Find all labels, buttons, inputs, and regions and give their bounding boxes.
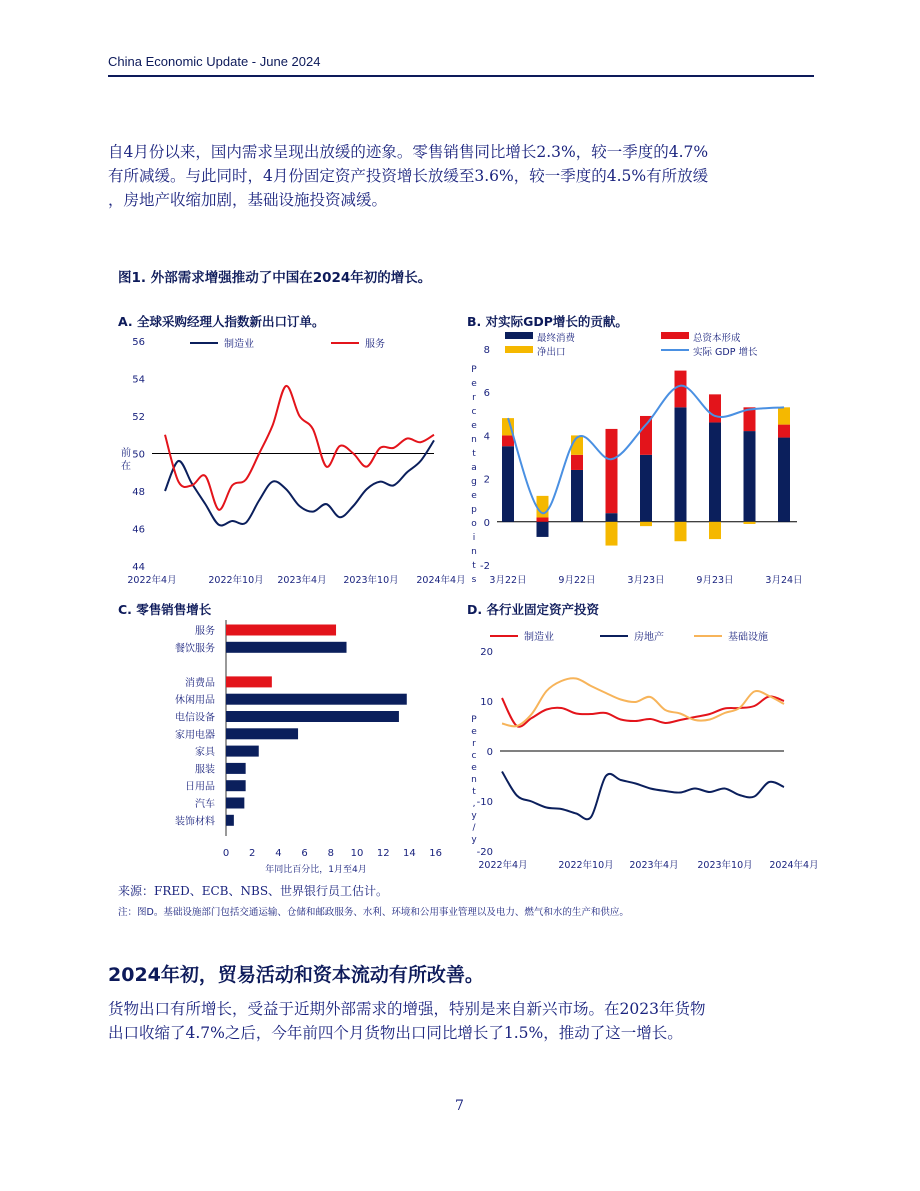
- y-tick-label: -2: [480, 561, 490, 572]
- x-tick-label: 2022年4月: [478, 860, 528, 871]
- bar-final-consumption: [571, 470, 583, 522]
- bar-net-exports: [537, 496, 549, 518]
- legend-label: 实际 GDP 增长: [693, 347, 758, 358]
- section-heading: 2024年初，贸易活动和资本流动有所改善。: [108, 964, 484, 986]
- bar-capital-formation: [571, 455, 583, 470]
- y-tick-label: 0: [486, 747, 493, 758]
- paragraph-line: 有所减缓。与此同时，4月份固定资产投资增长放缓至3.6%，较一季度的4.5%有所放缓: [108, 167, 709, 185]
- bar-net-exports: [778, 407, 790, 424]
- bar-final-consumption: [502, 446, 514, 522]
- legend-label: 基础设施: [728, 632, 768, 643]
- y-tick-label: 6: [483, 388, 490, 400]
- y-axis-title-char: s: [471, 575, 477, 585]
- y-axis-title-char: e: [471, 491, 477, 501]
- bar-final-consumption: [675, 407, 687, 521]
- x-axis-title: 年同比百分比，1月至4月: [265, 865, 367, 875]
- x-tick-label: 3月24日: [765, 575, 803, 586]
- x-tick-label: 9月23日: [696, 575, 734, 586]
- y-axis-title-char: /: [472, 823, 476, 833]
- category-label: 消费品: [185, 677, 215, 689]
- x-tick-label: 6: [301, 848, 308, 859]
- x-tick-label: 2024年4月: [769, 860, 819, 871]
- bar-final-consumption: [537, 522, 549, 537]
- y-tick-label: 48: [132, 487, 145, 498]
- x-tick-label: 14: [403, 848, 416, 859]
- category-label: 服装: [195, 764, 215, 776]
- x-tick-label: 2: [249, 848, 256, 859]
- y-axis-title-char: o: [471, 519, 477, 529]
- y-tick-label: 8: [483, 345, 490, 356]
- y-axis-title-char: t: [472, 449, 476, 459]
- y-axis-title-char: a: [471, 463, 477, 473]
- retail-bar: [226, 763, 246, 774]
- x-tick-label: 0: [222, 848, 230, 859]
- y-axis-title-char: t: [472, 787, 476, 797]
- y-axis-title-char: n: [471, 435, 477, 445]
- y-axis-title-char: ,: [472, 799, 476, 809]
- bar-capital-formation: [640, 416, 652, 455]
- bar-final-consumption: [744, 431, 756, 522]
- retail-bar: [226, 815, 234, 826]
- bar-final-consumption: [778, 438, 790, 522]
- retail-bar: [226, 694, 407, 705]
- legend-label: 总资本形成: [693, 333, 741, 344]
- panel-a-title: A. 全球采购经理人指数新出口订单。: [118, 314, 325, 329]
- y-axis-title-char: n: [471, 547, 477, 557]
- bar-capital-formation: [709, 394, 721, 422]
- category-label: 汽车: [195, 799, 215, 810]
- panel-d-title: D. 各行业固定资产投资: [467, 602, 599, 617]
- y-axis-title-char: y: [471, 811, 477, 821]
- legend-label: 房地产: [634, 632, 664, 643]
- paragraph-line: 货物出口有所增长，受益于近期外部需求的增强，特别是来自新兴市场。在2023年货物: [108, 1000, 706, 1018]
- retail-bar: [226, 780, 246, 791]
- category-label: 日用品: [185, 781, 215, 793]
- y-tick-label: 54: [132, 374, 145, 386]
- x-tick-label: 8: [327, 848, 334, 859]
- legend-label: 最终消费: [537, 333, 576, 344]
- legend-swatch-net-exports: [505, 346, 533, 353]
- y-axis-title-char: c: [471, 407, 477, 417]
- paragraph-line: ，房地产收缩加剧，基础设施投资减缓。: [108, 191, 388, 209]
- bar-capital-formation: [778, 425, 790, 438]
- y-tick-label: 52: [132, 412, 145, 423]
- y-tick-label: 56: [132, 337, 145, 348]
- x-tick-label: 2022年10月: [558, 860, 614, 871]
- bar-capital-formation: [537, 517, 549, 521]
- document-header: China Economic Update - June 2024: [108, 54, 321, 69]
- bar-net-exports: [640, 522, 652, 526]
- y-axis-title-char: e: [471, 421, 477, 431]
- x-tick-label: 9月22日: [558, 575, 596, 586]
- page-number: 7: [455, 1098, 464, 1114]
- x-tick-label: 2023年4月: [629, 860, 679, 871]
- x-tick-label: 2023年10月: [343, 575, 399, 586]
- retail-bar: [226, 676, 272, 687]
- retail-bar: [226, 625, 336, 636]
- y-axis-title-char: P: [471, 365, 477, 375]
- category-label: 家具: [195, 747, 215, 759]
- y-axis-title-char: e: [471, 727, 477, 737]
- y-axis-title-char: P: [471, 715, 477, 725]
- paragraph-line: 自4月份以来，国内需求呈现出放缓的迹象。零售销售同比增长2.3%，较一季度的4.7%: [108, 143, 709, 161]
- y-tick-label: 20: [480, 647, 493, 658]
- y-axis-title-char: c: [471, 751, 477, 761]
- axis-side-label: 前: [121, 448, 131, 459]
- y-axis-title-char: t: [472, 561, 476, 571]
- y-tick-label: -20: [476, 847, 493, 858]
- y-tick-label: -10: [476, 797, 493, 808]
- x-tick-label: 3月22日: [489, 575, 527, 586]
- retail-bar: [226, 728, 298, 739]
- x-tick-label: 2023年10月: [697, 860, 753, 871]
- legend-swatch-capital: [661, 332, 689, 339]
- y-tick-label: 0: [483, 517, 490, 529]
- retail-bar: [226, 642, 347, 653]
- legend-label: 净出口: [537, 347, 566, 358]
- y-axis-title-char: e: [471, 763, 477, 773]
- axis-side-label: 在: [121, 461, 131, 472]
- retail-bar: [226, 746, 259, 757]
- series-line-services: [165, 386, 434, 510]
- x-tick-label: 2023年4月: [277, 575, 327, 586]
- bar-net-exports: [606, 522, 618, 546]
- y-axis-title-char: y: [471, 835, 477, 845]
- bar-final-consumption: [709, 422, 721, 521]
- panel-c-title: C. 零售销售增长: [118, 602, 212, 617]
- x-tick-label: 4: [275, 848, 282, 859]
- bar-capital-formation: [675, 371, 687, 408]
- x-tick-label: 2022年10月: [208, 575, 264, 586]
- figure-note: 注：图D。基础设施部门包括交通运输、仓储和邮政服务、水利、环境和公用事业管理以及电力、燃气和水的生产和供应。: [118, 907, 629, 918]
- trade-paragraph: [108, 997, 818, 1045]
- legend-swatch-consumption: [505, 332, 533, 339]
- retail-bar: [226, 798, 244, 809]
- category-label: 装饰材料: [175, 816, 215, 828]
- x-tick-label: 2024年4月: [416, 575, 466, 586]
- legend-label: 服务: [365, 339, 385, 350]
- x-tick-label: 2022年4月: [127, 575, 177, 586]
- bar-final-consumption: [606, 513, 618, 522]
- y-axis-title-char: r: [472, 393, 476, 403]
- category-label: 服务: [195, 626, 215, 637]
- series-line-real-estate: [502, 772, 784, 820]
- bar-net-exports: [709, 522, 721, 539]
- y-tick-label: 44: [132, 562, 145, 573]
- category-label: 餐饮服务: [175, 643, 215, 655]
- category-label: 电信设备: [175, 712, 215, 724]
- y-axis-title-char: g: [471, 477, 477, 487]
- x-tick-label: 12: [376, 848, 390, 859]
- panel-b-title: B. 对实际GDP增长的贡献。: [467, 314, 628, 329]
- y-tick-label: 10: [480, 697, 493, 708]
- category-label: 家用电器: [175, 729, 215, 741]
- figure-source: 来源：FRED、ECB、NBS、世界银行员工估计。: [118, 884, 389, 898]
- y-tick-label: 46: [132, 524, 145, 536]
- bar-net-exports: [675, 522, 687, 541]
- paragraph-line: 出口收缩了4.7%之后，今年前四个月货物出口同比增长了1.5%，推动了这一增长。: [108, 1024, 683, 1042]
- x-tick-label: 10: [350, 848, 364, 859]
- y-tick-label: 4: [483, 431, 490, 443]
- y-axis-title-char: n: [471, 775, 477, 785]
- bar-capital-formation: [606, 429, 618, 513]
- y-axis-title-char: r: [472, 739, 476, 749]
- y-tick-label: 50: [132, 449, 145, 461]
- y-axis-title-char: i: [472, 533, 476, 543]
- bar-final-consumption: [640, 455, 652, 522]
- retail-bar: [226, 711, 399, 722]
- series-line-manufacturing: [502, 696, 784, 726]
- y-axis-title-char: p: [471, 505, 477, 515]
- x-tick-label: 3月23日: [627, 575, 665, 586]
- legend-label: 制造业: [224, 339, 254, 350]
- category-label: 休闲用品: [175, 695, 215, 707]
- legend-label: 制造业: [524, 632, 554, 643]
- y-tick-label: 2: [483, 474, 490, 486]
- bar-capital-formation: [502, 435, 514, 446]
- x-tick-label: 16: [429, 848, 442, 859]
- y-axis-title-char: e: [471, 379, 477, 389]
- figure-title: 图1. 外部需求增强推动了中国在2024年初的增长。: [118, 270, 432, 286]
- bar-net-exports: [744, 522, 756, 524]
